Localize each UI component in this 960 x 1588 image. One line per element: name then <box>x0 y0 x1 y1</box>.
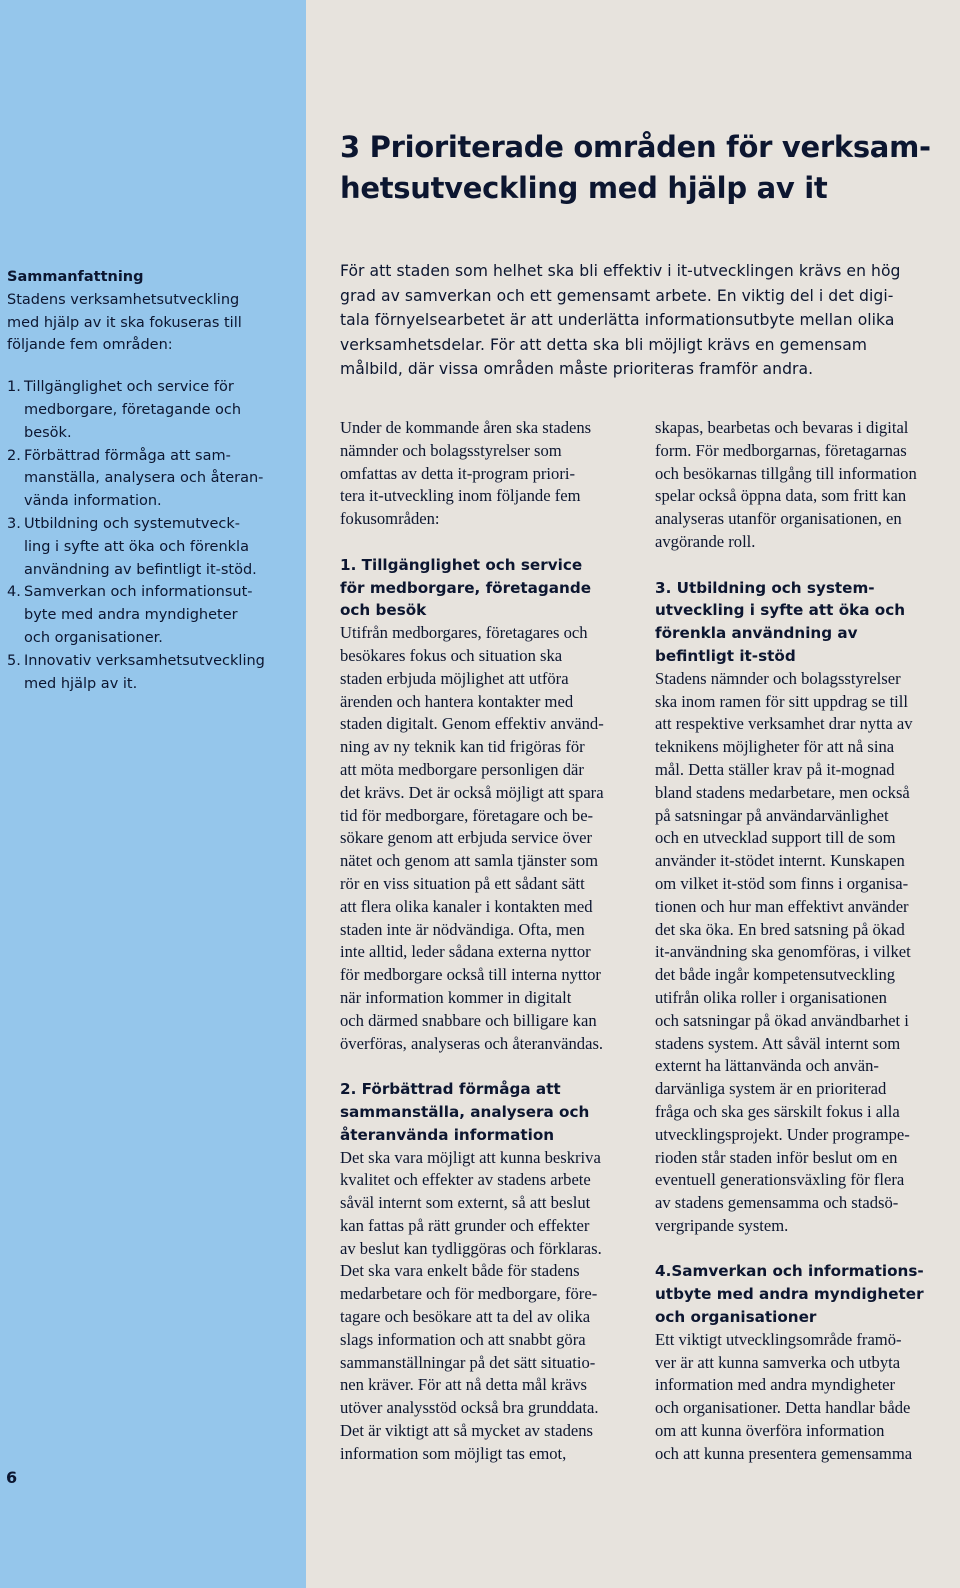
text-line: spelar också öppna data, som fritt kan <box>655 486 907 506</box>
summary-list-item <box>7 376 303 444</box>
title-line: 3 Prioriterade områden för verksam- <box>340 130 931 164</box>
text-line: och besökarnas tillgång till information <box>655 463 917 483</box>
text-line: medarbetare och för medborgare, före- <box>340 1284 598 1304</box>
text-line: externt ha lättanvända och använ- <box>655 1056 879 1076</box>
text-line: såväl internt som externt, så att beslut <box>340 1193 591 1213</box>
list-item-line: användning av befintligt it-stöd. <box>24 561 257 578</box>
paragraph-gap <box>655 554 955 577</box>
text-line: och att kunna presentera gemensamma <box>655 1443 913 1463</box>
body-column-right <box>655 417 955 1466</box>
text-line: när information kommer in digitalt <box>340 987 572 1007</box>
summary-text-line: följande fem områden: <box>7 337 173 354</box>
text-line: för medborgare också till interna nyttor <box>340 965 601 985</box>
list-item-line: vända information. <box>24 493 162 510</box>
section-heading <box>340 1078 640 1146</box>
text-line: form. För medborgarnas, företagarnas <box>655 440 907 460</box>
text-line: nämnder och bolagsstyrelser som <box>340 440 562 460</box>
text-line: sammanställningar på det sätt situatio- <box>340 1352 596 1372</box>
text-line: kan fattas på rätt grunder och effekter <box>340 1215 590 1235</box>
intro-line: verksamhetsdelar. För att detta ska bli möjligt krävs en gemensam <box>340 335 868 354</box>
list-item-line: medborgare, företagande och <box>24 401 242 418</box>
list-number: 3. <box>7 515 21 532</box>
summary-list-item <box>7 445 303 513</box>
list-item-line: besök. <box>24 424 72 441</box>
text-line: bland stadens medarbetare, men också <box>655 782 910 802</box>
list-item-line: byte med andra myndigheter <box>24 607 238 624</box>
text-line: Det ska vara enkelt både för stadens <box>340 1261 580 1281</box>
body-paragraph <box>340 417 640 531</box>
text-line: fråga och ska ges särskilt fokus i alla <box>655 1101 900 1121</box>
heading-line: sammanställa, analysera och <box>340 1102 590 1121</box>
text-line: omfattas av detta it-program priori- <box>340 463 575 483</box>
text-line: nen kräver. För att nå detta mål krävs <box>340 1375 587 1395</box>
intro-line: För att staden som helhet ska bli effektiv i it-utvecklingen krävs en hög <box>340 262 901 280</box>
text-line: teknikens möjligheter för att nå sina <box>655 737 895 757</box>
body-paragraph <box>655 417 955 554</box>
sidebar-panel <box>0 0 306 1588</box>
intro-line: tala förnyelsearbetet är att underlätta informationsutbyte mellan olika <box>340 311 895 329</box>
text-line: och därmed snabbare och billigare kan <box>340 1010 597 1030</box>
text-line: överföras, analyseras och återanvändas. <box>340 1033 604 1053</box>
body-paragraph <box>340 622 640 1055</box>
paragraph-gap <box>340 1055 640 1078</box>
list-number: 2. <box>7 447 21 464</box>
text-line: kvalitet och effekter av stadens arbete <box>340 1170 591 1190</box>
text-line: använder it-stödet internt. Kunskapen <box>655 851 905 871</box>
heading-line: 4.Samverkan och informations- <box>655 1262 924 1281</box>
paragraph-gap <box>340 531 640 554</box>
text-line: och satsningar på ökad användbarhet i <box>655 1010 909 1030</box>
intro-paragraph <box>340 259 952 382</box>
page-title <box>340 127 950 209</box>
text-line: Utifrån medborgares, företagares och <box>340 623 588 643</box>
text-line: darvänliga system är en prioriterad <box>655 1079 887 1099</box>
text-line: Stadens nämnder och bolagsstyrelser <box>655 668 901 688</box>
text-line: utifrån olika roller i organisationen <box>655 987 887 1007</box>
heading-line: befintligt it-stöd <box>655 646 796 665</box>
text-line: det ska öka. En bred satsning på ökad <box>655 919 905 939</box>
body-paragraph <box>340 1147 640 1466</box>
body-paragraph <box>655 668 955 1238</box>
text-line: Ett viktigt utvecklingsområde framö- <box>655 1329 902 1349</box>
list-item-line: ling i syfte att öka och förenkla <box>24 538 249 555</box>
list-item-line: Utbildning och systemutveck- <box>24 515 241 532</box>
heading-line: utbyte med andra myndigheter <box>655 1285 924 1304</box>
list-item-line: Innovativ verksamhetsutveckling <box>24 652 265 669</box>
text-line: att respektive verksamhet drar nytta av <box>655 714 913 734</box>
text-line: slags information och att snabbt göra <box>340 1329 586 1349</box>
text-line: besökares fokus och situation ska <box>340 645 563 665</box>
text-line: tid för medborgare, företagare och be- <box>340 805 594 825</box>
heading-line: återanvända information <box>340 1125 555 1144</box>
body-column-left <box>340 417 640 1466</box>
text-line: nätet och genom att samla tjänster som <box>340 851 599 871</box>
heading-line: för medborgare, företagande <box>340 578 592 597</box>
summary-text-line: Stadens verksamhetsutveckling <box>7 291 240 308</box>
summary-heading: Sammanfattning <box>7 269 144 285</box>
text-line: skapas, bearbetas och bevaras i digital <box>655 418 909 437</box>
text-line: inte alltid, leder sådana externa nyttor <box>340 942 591 962</box>
text-line: analyseras utanför organisationen, en <box>655 509 902 529</box>
heading-line: 3. Utbildning och system- <box>655 578 875 597</box>
text-line: att flera olika kanaler i kontakten med <box>340 896 593 916</box>
text-line: tagare och besökare att ta del av olika <box>340 1307 591 1327</box>
text-line: på satsningar på användarvänlighet <box>655 805 889 825</box>
summary-text-line: med hjälp av it ska fokuseras till <box>7 314 242 331</box>
heading-line: utveckling i syfte att öka och <box>655 601 906 620</box>
text-line: Det ska vara möjligt att kunna beskriva <box>340 1147 601 1167</box>
summary-list-item <box>7 513 303 581</box>
section-heading <box>655 577 955 668</box>
text-line: information med andra myndigheter <box>655 1375 896 1395</box>
text-line: mål. Detta ställer krav på it-mognad <box>655 759 895 779</box>
text-line: Under de kommande åren ska stadens <box>340 418 592 437</box>
text-line: rör en viss situation på ett sådant sätt <box>340 873 585 893</box>
text-line: Det är viktigt att så mycket av stadens <box>340 1421 593 1441</box>
list-item-line: Samverkan och informationsut- <box>24 584 253 601</box>
summary-list <box>7 376 303 695</box>
heading-line: och besök <box>340 601 427 620</box>
text-line: eventuell generationsväxling för flera <box>655 1170 905 1190</box>
text-line: ver är att kunna samverka och utbyta <box>655 1352 901 1372</box>
text-line: staden erbjuda möjlighet att utföra <box>340 668 569 688</box>
text-line: ning av ny teknik kan tid frigöras för <box>340 737 585 757</box>
text-line: att möta medborgare personligen där <box>340 759 584 779</box>
list-number: 4. <box>7 584 21 601</box>
heading-line: 1. Tillgänglighet och service <box>340 555 583 574</box>
body-paragraph <box>655 1329 955 1466</box>
list-number: 1. <box>7 379 21 396</box>
text-line: avgörande roll. <box>655 531 756 551</box>
list-item-line: med hjälp av it. <box>24 675 138 692</box>
list-item-line: manställa, analysera och återan- <box>24 470 264 487</box>
text-line: utöver analysstöd också bra grunddata. <box>340 1398 599 1418</box>
text-line: tera it-utveckling inom följande fem <box>340 486 581 506</box>
list-item-line: och organisationer. <box>24 629 163 646</box>
text-line: tionen och hur man effektivt använder <box>655 896 909 916</box>
text-line: av beslut kan tydliggöras och förklaras. <box>340 1238 602 1258</box>
text-line: ska inom ramen för sitt uppdrag se till <box>655 691 909 711</box>
summary-list-item <box>7 650 303 696</box>
text-line: staden digitalt. Genom effektiv använd- <box>340 714 604 734</box>
intro-line: grad av samverkan och ett gemensamt arbete. En viktig del i det digi- <box>340 286 894 305</box>
text-line: it-användning ska genomföras, i vilket <box>655 942 911 962</box>
text-line: utvecklingsprojekt. Under programpe- <box>655 1124 910 1144</box>
text-line: rioden står staden inför beslut om en <box>655 1147 898 1167</box>
text-line: och en utvecklad support till de som <box>655 828 896 848</box>
intro-line: målbild, där vissa områden måste prioriteras framför andra. <box>340 360 814 378</box>
heading-line: 2. Förbättrad förmåga att <box>340 1080 561 1099</box>
text-line: vergripande system. <box>655 1215 789 1235</box>
text-line: information som möjligt tas emot, <box>340 1443 567 1463</box>
section-heading <box>340 554 640 622</box>
summary-box <box>7 266 303 695</box>
list-item-line: Förbättrad förmåga att sam- <box>24 447 231 464</box>
text-line: det krävs. Det är också möjligt att spara <box>340 782 604 802</box>
text-line: om att kunna överföra information <box>655 1421 885 1441</box>
text-line: staden inte är nödvändiga. Ofta, men <box>340 919 585 939</box>
heading-line: förenkla användning av <box>655 624 858 643</box>
text-line: fokusområden: <box>340 509 440 529</box>
section-heading <box>655 1260 955 1328</box>
title-line: hetsutveckling med hjälp av it <box>340 171 828 205</box>
text-line: det både ingår kompetensutveckling <box>655 965 896 985</box>
text-line: och organisationer. Detta handlar både <box>655 1398 911 1418</box>
paragraph-gap <box>655 1238 955 1261</box>
text-line: om vilket it-stöd som finns i organisa- <box>655 873 909 893</box>
list-number: 5. <box>7 652 21 669</box>
text-line: sökare genom att erbjuda service över <box>340 828 593 848</box>
list-item-line: Tillgänglighet och service för <box>24 379 234 396</box>
text-line: stadens system. Att såväl internt som <box>655 1033 901 1053</box>
page-number: 6 <box>6 1468 18 1487</box>
text-line: av stadens gemensamma och stadsö- <box>655 1193 899 1213</box>
text-line: ärenden och hantera kontakter med <box>340 691 574 711</box>
summary-list-item <box>7 581 303 649</box>
heading-line: och organisationer <box>655 1308 817 1327</box>
